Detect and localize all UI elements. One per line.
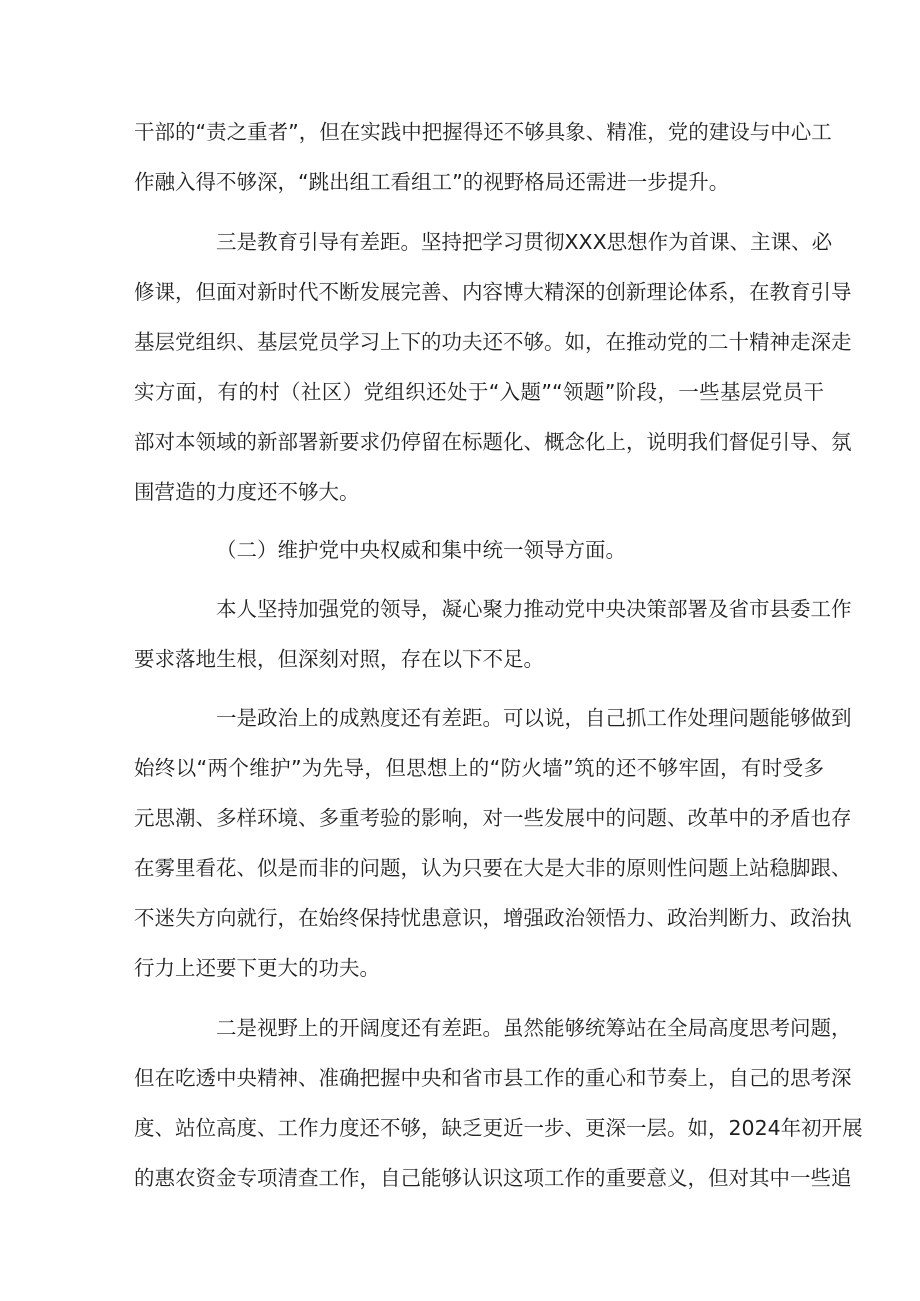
paragraph-first-line: 本人坚持加强党的领导，凝心聚力推动党中央决策部署及省市县委工作 — [216, 597, 852, 621]
paragraph-first-line: 一是政治上的成熟度还有差距。可以说，自己抓工作处理问题能够做到 — [216, 706, 852, 730]
body-text-line: 修课，但面对新时代不断发展完善、内容博大精深的创新理论体系，在教育引导 — [134, 280, 852, 304]
body-text-line: 围营造的力度还不够大。 — [134, 480, 360, 504]
body-text-line: 始终以“两个维护”为先导，但思想上的“防火墙”筑的还不够牢固，有时受多 — [134, 756, 824, 780]
paragraph-first-line: 二是视野上的开阔度还有差距。虽然能够统筹站在全局高度思考问题， — [216, 1016, 852, 1040]
body-text-line: 度、站位高度、工作力度还不够，缺乏更近一步、更深一层。如，2024年初开展 — [134, 1116, 863, 1140]
body-text-line: 在雾里看花、似是而非的问题，认为只要在大是大非的原则性问题上站稳脚跟、 — [134, 856, 852, 880]
body-text-line: 元思潮、多样环境、多重考验的影响，对一些发展中的问题、改革中的矛盾也存 — [134, 806, 852, 830]
body-text-line: 干部的“责之重者”，但在实践中把握得还不够具象、精准，党的建设与中心工 — [134, 120, 832, 144]
body-text-line: 部对本领域的新部署新要求仍停留在标题化、概念化上，说明我们督促引导、氛 — [134, 430, 852, 454]
body-text-line: 基层党组织、基层党员学习上下的功夫还不够。如，在推动党的二十精神走深走 — [134, 330, 852, 354]
section-heading: （二）维护党中央权威和集中统一领导方面。 — [216, 538, 626, 562]
body-text-line: 的惠农资金专项清查工作，自己能够认识这项工作的重要意义，但对其中一些追 — [134, 1166, 852, 1190]
body-text-line: 实方面，有的村（社区）党组织还处于“入题”“领题”阶段，一些基层党员干 — [134, 380, 824, 404]
body-text-line: 不迷失方向就行，在始终保持忧患意识，增强政治领悟力、政治判断力、政治执 — [134, 906, 852, 930]
body-text-line: 行力上还要下更大的功夫。 — [134, 956, 380, 980]
body-text-line: 作融入得不够深，“跳出组工看组工”的视野格局还需进一步提升。 — [134, 170, 730, 194]
body-text-line: 但在吃透中央精神、准确把握中央和省市县工作的重心和节奏上，自己的思考深 — [134, 1066, 852, 1090]
paragraph-first-line: 三是教育引导有差距。坚持把学习贯彻XXX思想作为首课、主课、必 — [216, 230, 833, 254]
body-text-line: 要求落地生根，但深刻对照，存在以下不足。 — [134, 647, 544, 671]
